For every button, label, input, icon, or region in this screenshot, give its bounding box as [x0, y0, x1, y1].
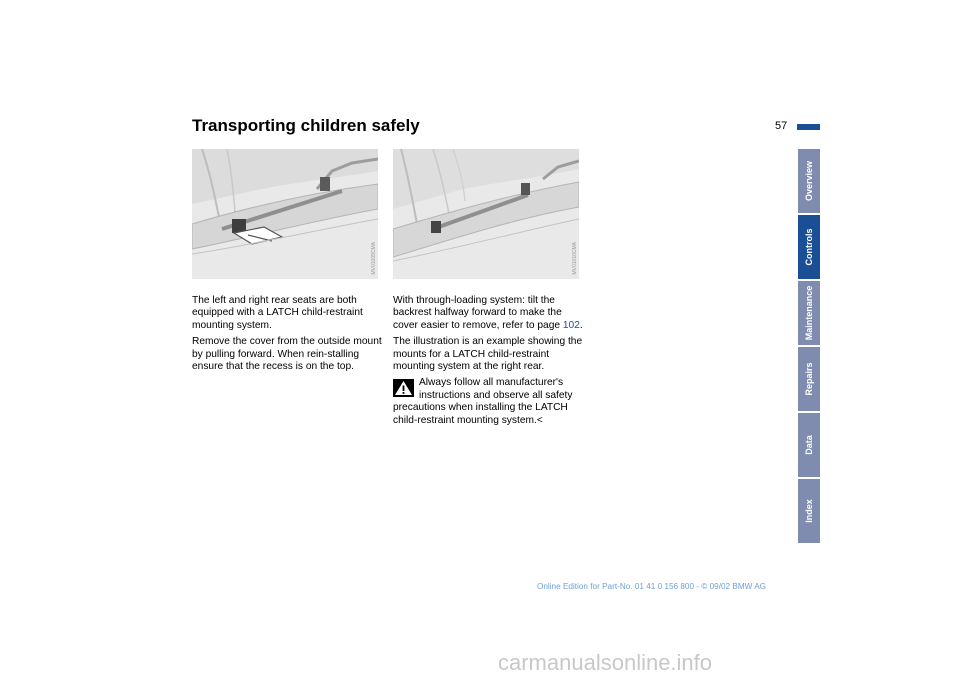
paragraph: The left and right rear seats are both equipped with a LATCH child-restraint mounting system.	[192, 295, 363, 331]
illustration-latch-mounts-right-rear	[393, 149, 579, 279]
page-link[interactable]: 102	[562, 319, 580, 331]
warning-text-line: instructions and observe all safety	[419, 389, 573, 401]
section-tabs	[798, 149, 820, 545]
page-title: Transporting children safely	[192, 116, 420, 135]
tab-maintenance[interactable]	[798, 281, 820, 345]
page-number-marker	[797, 124, 820, 130]
page-number: 57	[775, 120, 788, 132]
illustration-code: MV01009CMA	[371, 242, 377, 275]
watermark: carmanualsonline.info	[498, 650, 713, 675]
tab-label: Overview	[804, 160, 814, 202]
tab-label: Controls	[804, 228, 814, 266]
tab-controls[interactable]	[798, 215, 820, 279]
tab-label: Maintenance	[804, 285, 814, 341]
seat-drawing-1	[192, 149, 378, 279]
seat-drawing-2	[393, 149, 579, 279]
paragraph: Remove the cover from the outside mount by pulling forward. When rein-stalling ensure that the recess is on the top.	[192, 336, 382, 373]
illustration-latch-cover-removal	[192, 149, 378, 279]
warning-note	[393, 377, 585, 427]
warning-text-line: Always follow all manufacturer's	[419, 377, 564, 389]
warning-text: precautions when installing the LATCH child-restraint mounting system.	[393, 402, 568, 426]
tab-label: Data	[804, 435, 814, 455]
tab-overview[interactable]	[798, 149, 820, 213]
tab-repairs[interactable]	[798, 347, 820, 411]
tab-label: Repairs	[804, 362, 814, 396]
right-text-column	[393, 295, 585, 427]
illustration-code: MV01010CMA	[572, 242, 578, 275]
paragraph-text: With through-loading system: tilt the backrest halfway forward to make the cover easier to remove, refer to page	[393, 295, 563, 331]
left-text-column	[192, 295, 384, 377]
paragraph	[393, 295, 585, 332]
paragraph: The illustration is an example showing the mounts for a LATCH child-restraint mounting system at the right rear.	[393, 336, 583, 373]
paragraph-end: .	[579, 319, 583, 331]
tab-index[interactable]	[798, 479, 820, 543]
footer-edition-note: Online Edition for Part-No. 01 41 0 156 800 - © 09/02 BMW AG	[537, 582, 767, 591]
tab-label: Index	[804, 499, 814, 523]
warning-icon	[393, 379, 414, 397]
tab-data[interactable]	[798, 413, 820, 477]
end-mark: <	[536, 414, 543, 426]
